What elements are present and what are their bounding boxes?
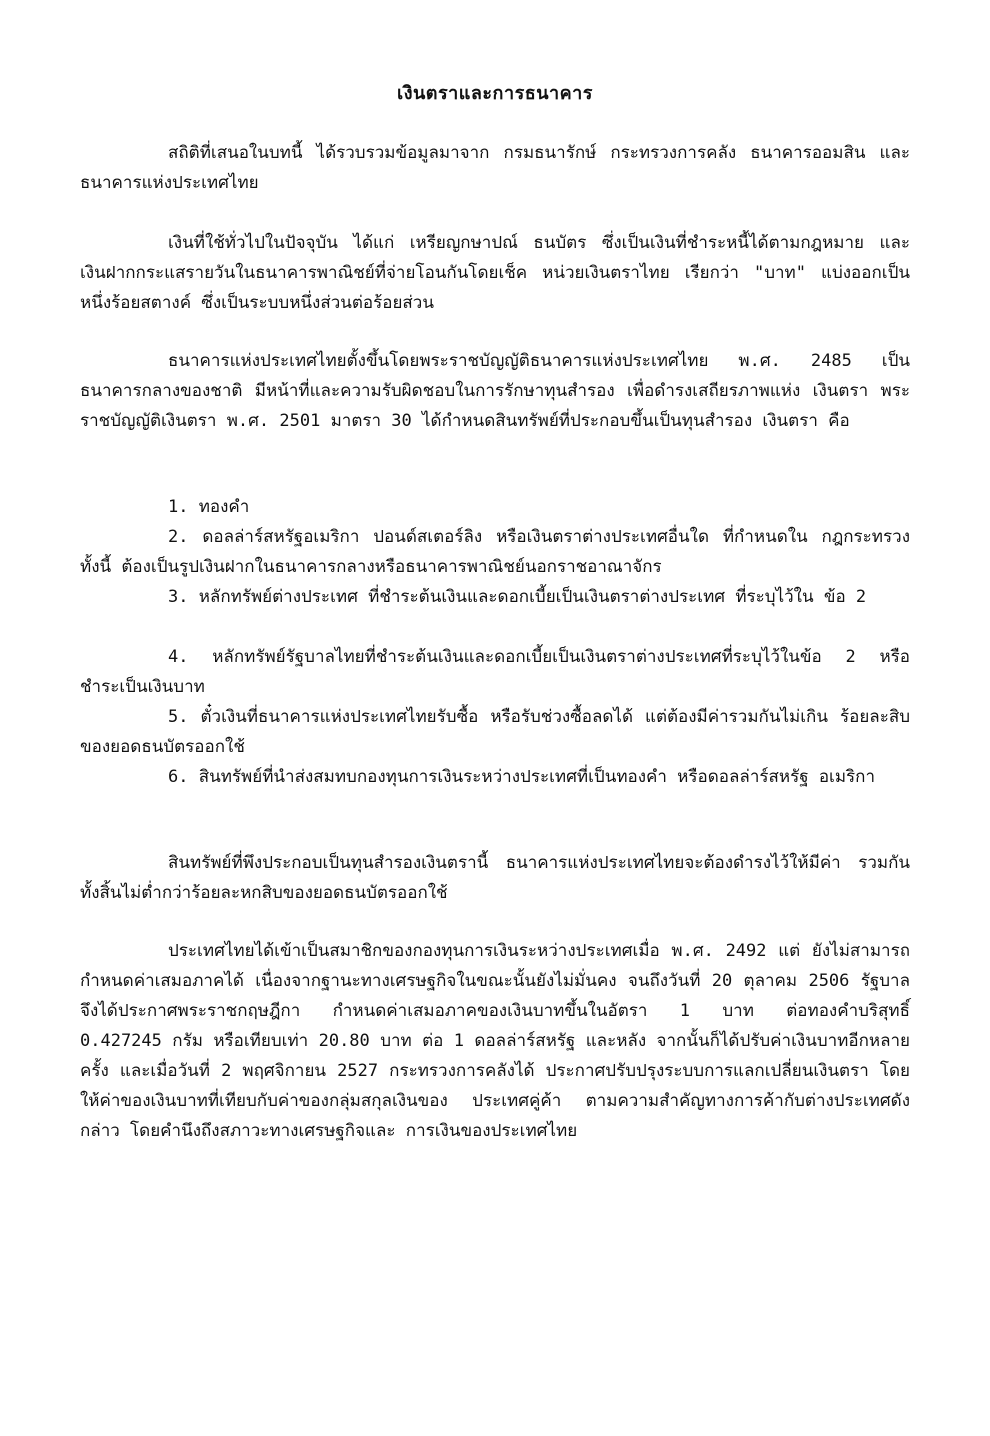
list-item bbox=[80, 582, 910, 612]
paragraph-imf-history-text: ประเทศไทยได้เข้าเป็นสมาชิกของกองทุนการเงินระหว่างประเทศเมื่อ พ.ศ. 2492 แต่ ยังไม่สามารถกำหนดค่าเสมอภาคได้ เนื่องจากฐานะทางเศรษฐกิจในขณะนั้นยังไม่มั่นคง จนถึงวันที่ 20 ตุลาคม 2506 รัฐบาลจึงได้ประกาศพระราชกฤษฎีกา กำหนดค่าเสมอภาคของเงินบาทขึ้นในอัตรา 1 บาท ต่อทองคำบริสุทธิ์ 0.427245 กรัม หรือเทียบเท่า 20.80 บาท ต่อ 1 ดอลล่าร์สหรัฐ และหลัง จากนั้นก็ได้ปรับค่าเงินบาทอีกหลายครั้ง และเมื่อวันที่ 2 พฤศจิกายน 2527 กระทรวงการคลังได้ ประกาศปรับปรุงระบบการแลกเปลี่ยนเงินตรา โดยให้ค่าของเงินบาทที่เทียบกับค่าของกลุ่มสกุลเงินของ ประเทศคู่ค้า ตามความสำคัญทางการค้ากับต่างประเทศดังกล่าว โดยคำนึงถึงสภาวะทางเศรษฐกิจและ การเงินของประเทศไทย bbox=[80, 941, 910, 1141]
list-item-text: 1. ทองคำ bbox=[168, 497, 250, 517]
list-item-text: 4. หลักทรัพย์รัฐบาลไทยที่ชำระต้นเงินและดอกเบี้ยเป็นเงินตราต่างประเทศที่ระบุไว้ในข้อ 2 หรือ ชำระเป็นเงินบาท bbox=[80, 647, 910, 697]
paragraph-sources bbox=[80, 138, 910, 198]
list-item-text: 5. ตั๋วเงินที่ธนาคารแห่งประเทศไทยรับซื้อ หรือรับช่วงซื้อลดได้ แต่ต้องมีค่ารวมกันไม่เกิน ร้อยละสิบ ของยอดธนบัตรออกใช้ bbox=[80, 707, 910, 757]
list-item bbox=[80, 522, 910, 582]
list-item-text: 3. หลักทรัพย์ต่างประเทศ ที่ชำระต้นเงินและดอกเบี้ยเป็นเงินตราต่างประเทศ ที่ระบุไว้ใน ข้อ 2 bbox=[168, 587, 867, 607]
paragraph-currency-text: เงินที่ใช้ทั่วไปในปัจจุบัน ได้แก่ เหรียญกษาปณ์ ธนบัตร ซึ่งเป็นเงินที่ชำระหนี้ได้ตามกฎหมาย และ เงินฝากกระแสรายวันในธนาคารพาณิชย์ที่จ่ายโอนกันโดยเช็ค หน่วยเงินตราไทย เรียกว่า "บาท" แบ่งออกเป็นหนึ่งร้อยสตางค์ ซึ่งเป็นระบบหนึ่งส่วนต่อร้อยส่วน bbox=[80, 233, 910, 313]
list-item bbox=[80, 642, 910, 702]
list-item-text: 2. ดอลล่าร์สหรัฐอเมริกา ปอนด์สเตอร์ลิง หรือเงินตราต่างประเทศอื่นใด ที่กำหนดใน กฎกระทรวงทั้งนี้ ต้องเป็นรูปเงินฝากในธนาคารกลางหรือธนาคารพาณิชย์นอกราชอาณาจักร bbox=[80, 527, 910, 577]
paragraph-central-bank-text: ธนาคารแห่งประเทศไทยตั้งขึ้นโดยพระราชบัญญัติธนาคารแห่งประเทศไทย พ.ศ. 2485 เป็น ธนาคารกลางของชาติ มีหน้าที่และความรับผิดชอบในการรักษาทุนสำรอง เพื่อดำรงเสถียรภาพแห่ง เงินตรา พระราชบัญญัติเงินตรา พ.ศ. 2501 มาตรา 30 ได้กำหนดสินทรัพย์ที่ประกอบขึ้นเป็นทุนสำรอง เงินตรา คือ bbox=[80, 351, 910, 431]
paragraph-sources-text: สถิติที่เสนอในบทนี้ ได้รวบรวมข้อมูลมาจาก กรมธนารักษ์ กระทรวงการคลัง ธนาคารออมสิน และธนาคารแห่งประเทศไทย bbox=[80, 143, 910, 193]
list-item bbox=[80, 702, 910, 762]
paragraph-reserve-ratio bbox=[80, 848, 910, 908]
paragraph-imf-history bbox=[80, 936, 910, 1146]
document-title: เงินตราและการธนาคาร bbox=[397, 83, 593, 104]
list-item-text: 6. สินทรัพย์ที่นำส่งสมทบกองทุนการเงินระหว่างประเทศที่เป็นทองคำ หรือดอลล่าร์สหรัฐ อเมริกา bbox=[168, 767, 876, 787]
paragraph-currency bbox=[80, 228, 910, 318]
paragraph-reserve-ratio-text: สินทรัพย์ที่พึงประกอบเป็นทุนสำรองเงินตรานี้ ธนาคารแห่งประเทศไทยจะต้องดำรงไว้ให้มีค่า รวมกันทั้งสิ้นไม่ต่ำกว่าร้อยละหกสิบของยอดธนบัตรออกใช้ bbox=[80, 853, 910, 903]
list-item bbox=[80, 762, 910, 792]
paragraph-central-bank bbox=[80, 346, 910, 436]
list-item bbox=[80, 492, 910, 522]
